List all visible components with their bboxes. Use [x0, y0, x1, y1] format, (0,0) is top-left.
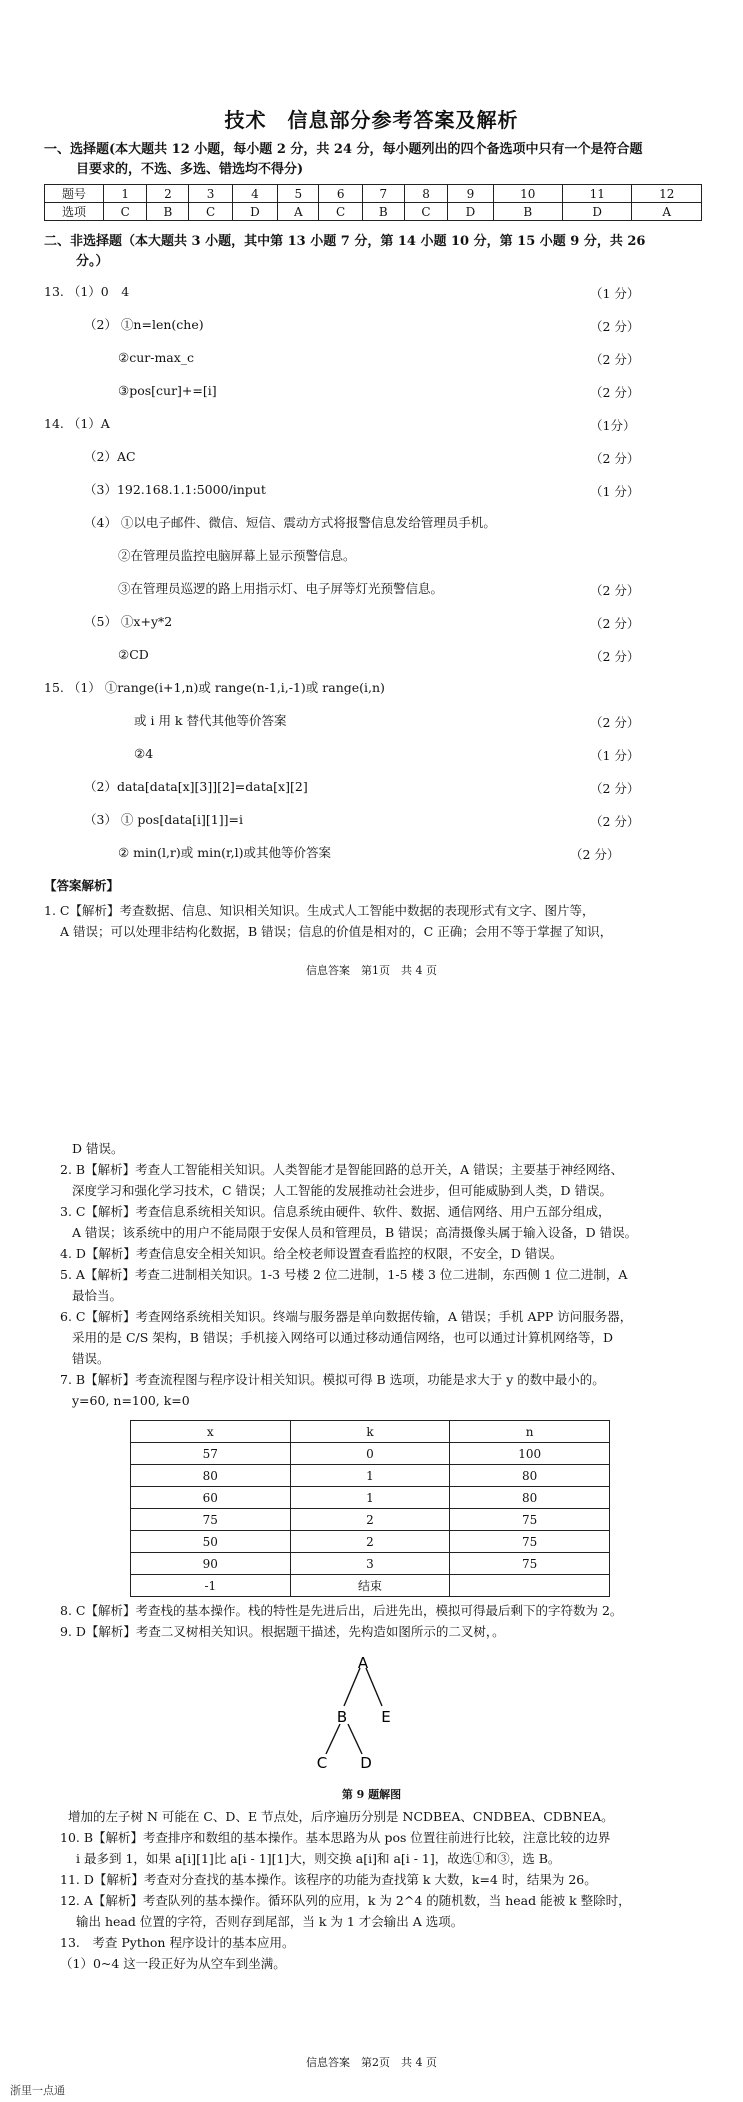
trace-table-header	[131, 1421, 610, 1443]
table-row	[131, 1575, 610, 1597]
answer-line-text: ② min(l,r)或 min(r,l)或其他等价答案	[118, 845, 331, 860]
answer-line-score: （2 分）	[590, 385, 640, 400]
analysis-line: A 错误；可以处理非结构化数据，B 错误；信息的价值是相对的，C 正确；会用不等于掌握了知识，	[60, 924, 613, 939]
analysis-line: D 错误。	[72, 1141, 124, 1156]
question-number: 10	[493, 185, 562, 203]
question-number: 12	[632, 185, 702, 203]
question-number: 1	[104, 185, 147, 203]
trace-cell: 90	[131, 1553, 291, 1575]
analysis-line: 深度学习和强化学习技术，C 错误；人工智能的发展推动社会进步，但可能威胁到人类，D 错误。	[72, 1183, 613, 1198]
page-title: 技术 信息部分参考答案及解析	[224, 108, 519, 132]
analysis-block-tail	[60, 1806, 720, 1974]
answer-line-text: ③在管理员巡逻的路上用指示灯、电子屏等灯光预警信息。	[118, 581, 444, 596]
table-row	[131, 1553, 610, 1575]
answer-line-text: 或 i 用 k 替代其他等价答案	[134, 713, 287, 728]
trace-cell	[450, 1575, 610, 1597]
analysis-line: 11. D【解析】考查对分查找的基本操作。该程序的功能为查找第 k 大数，k=4 时，结果为 26。	[60, 1872, 597, 1887]
answer-line-text: 14. （1）A	[44, 416, 110, 431]
page-footer: 信息答案 第2页 共 4 页	[306, 2056, 437, 2069]
answer-option: C	[319, 203, 362, 221]
answer-line-score: （1 分）	[590, 484, 640, 499]
answer-option: D	[232, 203, 277, 221]
answer-line-score: （1 分）	[590, 286, 640, 301]
trace-cell: 60	[131, 1487, 291, 1509]
table-row	[131, 1443, 610, 1465]
answer-table-option-row	[45, 203, 702, 221]
answer-line-text: 15. （1） ①range(i+1,n)或 range(n-1,i,-1)或 range(i,n)	[44, 680, 385, 695]
answer-line-score: （2 分）	[590, 649, 640, 664]
trace-header-cell: n	[450, 1421, 610, 1443]
trace-header-cell: x	[131, 1421, 291, 1443]
answer-option: C	[404, 203, 447, 221]
table-row	[131, 1509, 610, 1531]
question-number: 8	[404, 185, 447, 203]
answer-line-text: 13. （1）0 4	[44, 284, 130, 299]
row-label-option: 选项	[45, 203, 104, 221]
analysis-line: 9. D【解析】考查二叉树相关知识。根据题干描述，先构造如图所示的二叉树，。	[60, 1624, 505, 1639]
trace-cell: 3	[290, 1553, 450, 1575]
answer-line-score: （2 分）	[590, 781, 640, 796]
tree-node: C	[316, 1754, 328, 1772]
answer-line-text: ③pos[cur]+=[i]	[118, 383, 217, 398]
analysis-line: （1）0~4 这一段正好为从空车到坐满。	[60, 1956, 286, 1971]
question-number: 7	[362, 185, 404, 203]
analysis-line: i 最多到 1，如果 a[i][1]比 a[i - 1][1]大，则交换 a[i]和 a[i - 1]，故选①和③，选 B。	[76, 1851, 561, 1866]
trace-cell: 结束	[290, 1575, 450, 1597]
answer-line-text: （3） ① pos[data[i][1]]=i	[84, 812, 243, 827]
analysis-line: 8. C【解析】考查栈的基本操作。栈的特性是先进后出，后进先出，模拟可得最后剩下的字符数为 2。	[60, 1603, 623, 1618]
trace-cell: -1	[131, 1575, 291, 1597]
trace-cell: 75	[450, 1531, 610, 1553]
analysis-block	[60, 1138, 720, 1411]
trace-cell: 80	[450, 1487, 610, 1509]
answer-line-score: （2 分）	[590, 583, 640, 598]
analysis-line: 6. C【解析】考查网络系统相关知识。终端与服务器是单向数据传输，A 错误；手机 APP 访问服务器，	[60, 1309, 633, 1324]
answer-option: B	[147, 203, 189, 221]
analysis-line: 10. B【解析】考查排序和数组的基本操作。基本思路为从 pos 位置往前进行比较，注意比较的边界	[60, 1830, 611, 1845]
question-number: 3	[189, 185, 232, 203]
tree-edge	[344, 1668, 360, 1706]
trace-table	[130, 1420, 610, 1597]
tree-node: B	[336, 1708, 348, 1726]
table-row	[131, 1531, 610, 1553]
analysis-line: 错误。	[72, 1351, 110, 1366]
section1-heading-line1: 一、选择题(本大题共 12 小题，每小题 2 分，共 24 分，每小题列出的四个备选项中只有一个是符合题	[44, 142, 643, 157]
answer-option: B	[493, 203, 562, 221]
analysis-line: 13. 考查 Python 程序设计的基本应用。	[60, 1935, 295, 1950]
answer-line-score: （2 分）	[590, 616, 640, 631]
answer-line-score: （1 分）	[590, 748, 640, 763]
watermark: 浙里一点通	[10, 2084, 65, 2097]
analysis-item-1	[44, 900, 704, 942]
trace-cell: 75	[450, 1509, 610, 1531]
answer-line-score: （2 分）	[590, 451, 640, 466]
analysis-line: y=60, n=100, k=0	[72, 1393, 190, 1408]
analysis-line: 1. C【解析】考查数据、信息、知识相关知识。生成式人工智能中数据的表现形式有文字、图片等，	[44, 903, 595, 918]
analysis-heading: 【答案解析】	[44, 878, 120, 893]
answer-option: C	[189, 203, 232, 221]
analysis-line: 4. D【解析】考查信息安全相关知识。给全校老师设置查看监控的权限，不安全，D 错误。	[60, 1246, 563, 1261]
analysis-line: 采用的是 C/S 架构，B 错误；手机接入网络可以通过移动通信网络，也可以通过计算机网络等，D	[72, 1330, 613, 1345]
answer-option: D	[448, 203, 493, 221]
answer-option: C	[104, 203, 147, 221]
trace-header-cell: k	[290, 1421, 450, 1443]
section1-heading-line2: 目要求的，不选、多选、错选均不得分)	[76, 162, 304, 177]
tree-edge	[348, 1724, 362, 1754]
answer-line-text: ②cur-max_c	[118, 350, 195, 365]
trace-cell: 57	[131, 1443, 291, 1465]
section2-heading-line1: 二、非选择题（本大题共 3 小题，其中第 13 小题 7 分，第 14 小题 10 分，第 15 小题 9 分，共 26	[44, 234, 646, 249]
analysis-line: 12. A【解析】考查队列的基本操作。循环队列的应用，k 为 2^4 的随机数，当 head 能被 k 整除时，	[60, 1893, 631, 1908]
analysis-line: 5. A【解析】考查二进制相关知识。1-3 号楼 2 位二进制，1-5 楼 3 位二进制，东西侧 1 位二进制，A	[60, 1267, 628, 1282]
answer-option: A	[278, 203, 319, 221]
page-footer: 信息答案 第1页 共 4 页	[306, 964, 437, 977]
trace-cell: 75	[450, 1553, 610, 1575]
trace-cell: 1	[290, 1465, 450, 1487]
trace-cell: 75	[131, 1509, 291, 1531]
trace-cell: 50	[131, 1531, 291, 1553]
answer-line-text: （4） ①以电子邮件、微信、短信、震动方式将报警信息发给管理员手机。	[84, 515, 496, 530]
analysis-line: 增加的左子树 N 可能在 C、D、E 节点处，后序遍历分别是 NCDBEA、CNDBEA、CDBNEA。	[68, 1809, 614, 1824]
table-row	[131, 1465, 610, 1487]
table-row	[131, 1487, 610, 1509]
answer-line-text: ②在管理员监控电脑屏幕上显示预警信息。	[118, 548, 356, 563]
trace-cell: 80	[131, 1465, 291, 1487]
analysis-block-after-table	[60, 1600, 720, 1642]
trace-cell: 2	[290, 1509, 450, 1531]
analysis-line: A 错误；该系统中的用户不能局限于安保人员和管理员，B 错误；高清摄像头属于输入设备，D 错误。	[72, 1225, 638, 1240]
trace-cell: 80	[450, 1465, 610, 1487]
row-label-number: 题号	[45, 185, 104, 203]
tree-edge	[326, 1724, 340, 1754]
answer-line-score: （2 分）	[590, 352, 640, 367]
question-number: 4	[232, 185, 277, 203]
analysis-line: 3. C【解析】考查信息系统相关知识。信息系统由硬件、软件、数据、通信网络、用户五部分组成，	[60, 1204, 611, 1219]
tree-node: A	[357, 1654, 369, 1672]
trace-cell: 0	[290, 1443, 450, 1465]
answer-line-score: （2 分）	[590, 814, 640, 829]
answer-line-text: ②4	[134, 746, 154, 761]
answer-line-score: （2 分）	[570, 847, 620, 862]
answer-line-text: （5） ①x+y*2	[84, 614, 173, 629]
answer-table	[44, 184, 702, 221]
tree-caption: 第 9 题解图	[341, 1788, 402, 1801]
answer-line-score: （2 分）	[590, 715, 640, 730]
question-number: 9	[448, 185, 493, 203]
question-number: 5	[278, 185, 319, 203]
binary-tree-diagram	[300, 1654, 420, 1776]
tree-node: E	[381, 1708, 391, 1726]
answer-line-text: （2）data[data[x][3]][2]=data[x][2]	[84, 779, 308, 794]
answer-line-text: ②CD	[118, 647, 149, 662]
answer-line-score: （1分）	[590, 418, 636, 433]
answer-line-score: （2 分）	[590, 319, 640, 334]
analysis-line: 2. B【解析】考查人工智能相关知识。人类智能才是智能回路的总开关，A 错误；主要基于神经网络、	[60, 1162, 624, 1177]
answer-option: D	[563, 203, 632, 221]
analysis-line: 输出 head 位置的字符，否则存到尾部，当 k 为 1 才会输出 A 选项。	[76, 1914, 464, 1929]
trace-cell: 2	[290, 1531, 450, 1553]
section2-heading-line2: 分。）	[76, 254, 109, 269]
answer-line-text: （2） ①n=len(che)	[84, 317, 204, 332]
question-number: 6	[319, 185, 362, 203]
answer-line-text: （2）AC	[84, 449, 136, 464]
answer-line-text: （3）192.168.1.1:5000/input	[84, 482, 266, 497]
trace-cell: 1	[290, 1487, 450, 1509]
answer-option: B	[362, 203, 404, 221]
analysis-line: 7. B【解析】考查流程图与程序设计相关知识。模拟可得 B 选项，功能是求大于 y 的数中最小的。	[60, 1372, 605, 1387]
analysis-line: 最恰当。	[72, 1288, 123, 1303]
trace-cell: 100	[450, 1443, 610, 1465]
answer-option: A	[632, 203, 702, 221]
question-number: 2	[147, 185, 189, 203]
tree-node: D	[360, 1754, 372, 1772]
tree-edge	[366, 1668, 382, 1706]
answer-table-number-row	[45, 185, 702, 203]
question-number: 11	[563, 185, 632, 203]
